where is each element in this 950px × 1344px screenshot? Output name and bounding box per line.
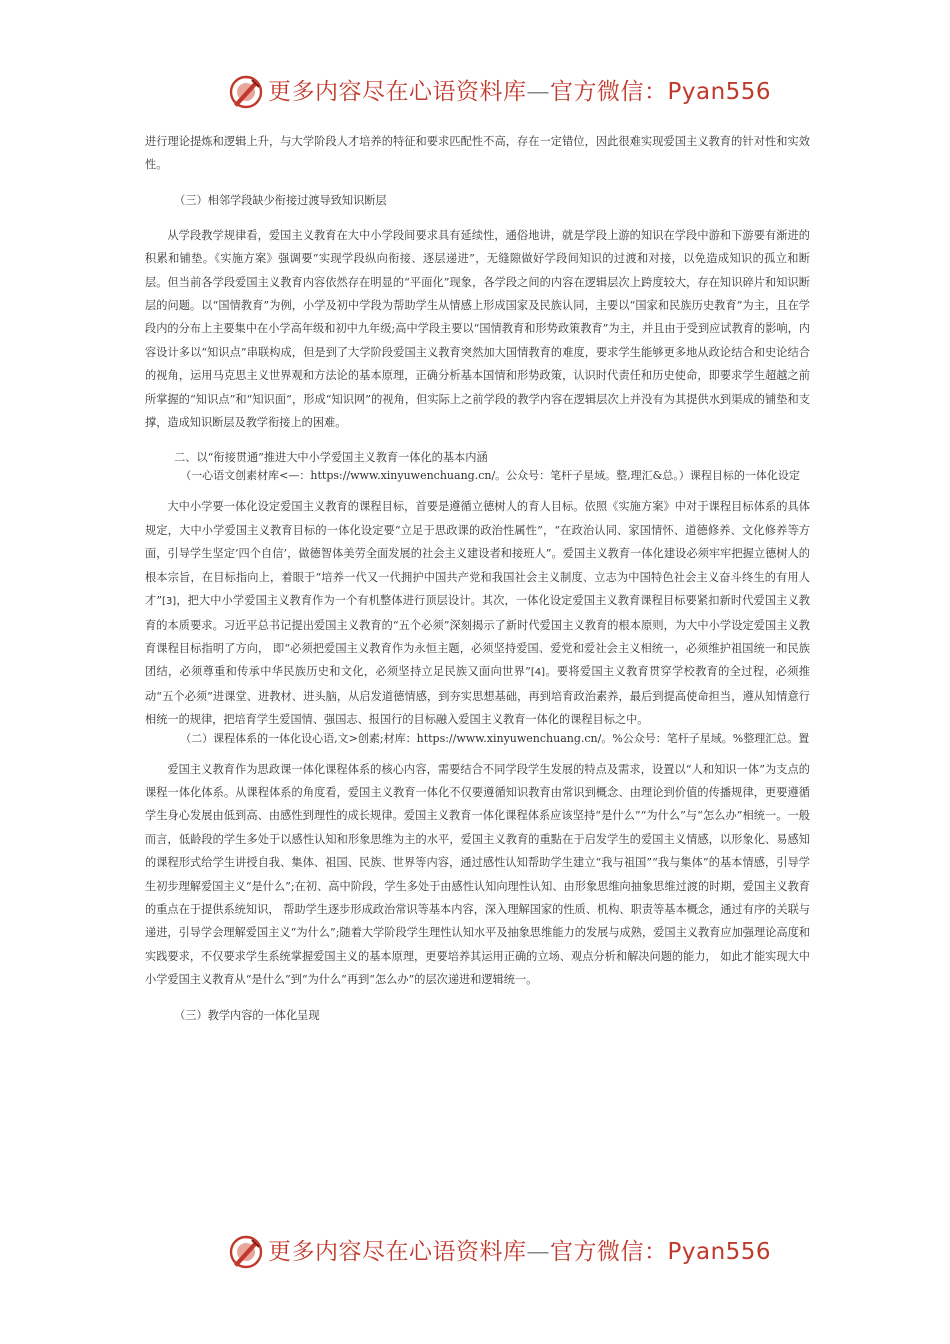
- citation-ref-4: [4]: [530, 667, 546, 679]
- paragraph-course-goals-part3: 。要将爱国主义教育贯穿学校教育的全过程，必须推动“五个必须”进课堂、进教材、进头脑，从启发道德情感，到夯实思想基础，再到培育政治素养，最后到提高使命担当，遵从知情意行相统一的规律，把培育学生爱国情、强国志、报国行的目标融入爱国主义教育一体化的课程目标之中。: [145, 665, 810, 727]
- section-heading-2-1: （一心语文创素材库<—：https://www.xinyuwenchuang.cn/。公众号：笔杆子星域。整,理汇&总。）课程目标的一体化设定: [180, 469, 800, 483]
- banner-wechat-id: Pyan556: [667, 79, 772, 105]
- section-heading-2-3: （三）教学内容的一体化呈现: [174, 1008, 320, 1022]
- footer-banner: [0, 1232, 950, 1272]
- banner-wechat-id: Pyan556: [667, 1239, 772, 1265]
- banner-text: [268, 1236, 771, 1268]
- paragraph-course-goals-part2: ，把大中小学爱国主义教育作为一个有机整体进行顶层设计。其次，一体化设定爱国主义教育课程目标要紧扣新时代爱国主义教育的本质要求。习近平总书记提出爱国主义教育的“五个必须”深刻揭示了新时代爱国主义教育的根本原则，为大中小学设定爱国主义教育课程目标指明了方向， 即“必须把爱国主义教育作为永恒主题，必须坚持爱国、爱党和爱社会主义相统一，必须维护祖国统一和民族团结，必须尊重和传承中华民族历史和文化，必须坚持立足民族又面向世界”: [145, 594, 810, 679]
- banner-title: 更多内容尽在心语资料库: [268, 79, 527, 105]
- brand-logo-icon: [228, 74, 264, 110]
- banner-wechat-label: 官方微信：: [550, 1239, 668, 1265]
- header-banner: [0, 72, 950, 112]
- banner-wechat-label: 官方微信：: [550, 79, 668, 105]
- banner-title: 更多内容尽在心语资料库: [268, 1239, 527, 1265]
- section-heading-3-1: （三）相邻学段缺少衔接过渡导致知识断层: [174, 193, 387, 207]
- citation-ref-3: [3]: [162, 596, 177, 608]
- section-heading-2-2: （二）课程体系的一体化设心语,文>创素;材库：https://www.xinyuwenchuang.cn/。%公众号：笔杆子星域。%整理汇总。置: [180, 731, 810, 745]
- paragraph-course-goals-part1: 大中小学要一体化设定爱国主义教育的课程目标，首要是遵循立德树人的育人目标。依照《实施方案》中对于课程目标体系的具体规定，大中小学爱国主义教育目标的一体化设定要“立足于思政课的政治性属性”，“在政治认同、家国情怀、道德修养、文化修养等方面，引导学生坚定‘四个自信’，做德智体美劳全面发展的社会主义建设者和接班人”。爱国主义教育一体化建设必须牢牢把握立德树人的根本宗旨，在目标指向上，着眼于“培养一代又一代拥护中国共产党和我国社会主义制度、立志为中国特色社会主义奋斗终生的有用人才”: [145, 500, 810, 608]
- banner-separator: —: [526, 1239, 550, 1265]
- document-body: [145, 130, 810, 1027]
- paragraph-knowledge-gap: 从学段教学规律看，爱国主义教育在大中小学段间要求具有延续性，通俗地讲，就是学段上游的知识在学段中游和下游要有渐进的积累和铺垫。《实施方案》强调要“实现学段纵向衔接、逐层递进”，无缝隙做好学段间知识的过渡和对接，以免造成知识的孤立和断层。但当前各学段爱国主义教育内容依然存在明显的“平面化”现象，各学段之间的内容在逻辑层次上跨度较大，存在知识碎片和知识断层的问题。以“国情教育”为例，小学及初中学段为帮助学生从情感上形成国家及民族认同，主要以“国家和民族历史教育”为主，且在学段内的分布上主要集中在小学高年级和初中九年级;高中学段主要以“国情教育和形势政策教育”为主，并且由于受到应试教育的影响，内容设计多以“知识点”串联构成，但是到了大学阶段爱国主义教育突然加大国情教育的难度，要求学生能够更多地从政论结合和史论结合的视角，运用马克思主义世界观和方法论的基本原理，正确分析基本国情和形势政策，认识时代责任和历史使命，即要求学生超越之前所掌握的“知识点”和“知识面”，形成“知识网”的视角，但实际上之前学段的教学内容在逻辑层次上并没有为其提供水到渠成的铺垫和支撑，造成知识断层及教学衔接上的困难。: [145, 228, 810, 430]
- section-heading-2: 二、以“衔接贯通”推进大中小学爱国主义教育一体化的基本内涵: [174, 451, 488, 465]
- paragraph-course-system: 爱国主义教育作为思政课一体化课程体系的核心内容，需要结合不同学段学生发展的特点及需求，设置以“人和知识一体”为支点的课程一体化体系。从课程体系的角度看，爱国主义教育一体化不仅要遵循知识教育由常识到概念、由理论到价值的传播规律，更要遵循学生身心发展由低到高、由感性到理性的成长规律。爱国主义教育一体化课程体系应该坚持“是什么”“为什么”与“怎么办”相统一。一般而言，低龄段的学生多处于以感性认知和形象思维为主的水平，爱国主义教育的重點在于启发学生的爱国主义情感，以形象化、易感知的课程形式给学生讲授自我、集体、祖国、民族、世界等内容，通过感性认知帮助学生建立“我与祖国”“我与集体”的基本情感，引导学生初步理解爱国主义“是什么”;在初、高中阶段，学生多处于由感性认知向理性认知、由形象思维向抽象思维过渡的时期，爱国主义教育的重点在于提供系统知识， 帮助学生逐步形成政治常识等基本内容，深入理解国家的性质、机构、职责等基本概念，通过有序的关联与递进，引导学会理解爱国主义“为什么”;随着大学阶段学生理性认知水平及抽象思维能力的发展与成熟，爱国主义教育应加强理论高度和实践要求，不仅要求学生系统掌握爱国主义的基本原理，更要培养其运用正确的立场、观点分析和解决问题的能力， 如此才能实现大中小学爱国主义教育从“是什么”到“为什么”再到“怎么办”的层次递进和逻辑统一。: [145, 762, 810, 987]
- paragraph-continuation: 进行理论提炼和逻辑上升，与大学阶段人才培养的特征和要求匹配性不高，存在一定错位，因此很难实现爱国主义教育的针对性和实效性。: [145, 135, 810, 172]
- banner-text: [268, 76, 771, 108]
- banner-separator: —: [526, 79, 550, 105]
- brand-logo-icon: [228, 1234, 264, 1270]
- paragraph-course-goals: [145, 495, 810, 731]
